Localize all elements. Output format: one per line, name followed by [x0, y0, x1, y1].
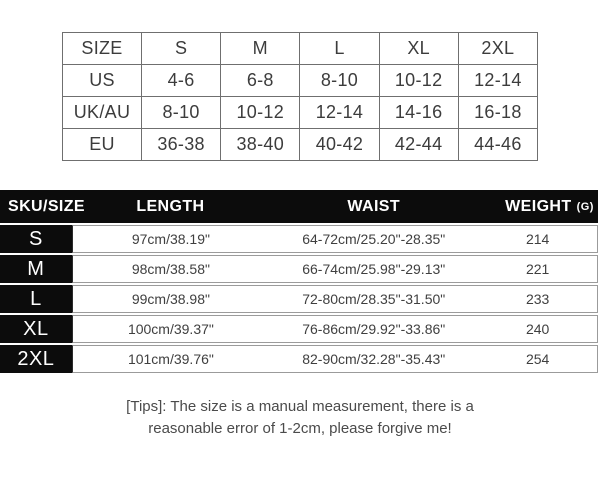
size-badge-l: L — [0, 285, 72, 313]
size-badge-2xl: 2XL — [0, 345, 72, 373]
cell-value: 16-18 — [458, 97, 537, 129]
size-table-col-2xl: 2XL — [458, 33, 537, 65]
size-table-col-l: L — [300, 33, 379, 65]
cell-value: 10-12 — [379, 65, 458, 97]
table-row — [63, 129, 538, 161]
cell-value: 4-6 — [142, 65, 221, 97]
cell-value: 36-38 — [142, 129, 221, 161]
table-row — [63, 65, 538, 97]
size-table-col-m: M — [221, 33, 300, 65]
length-cell: 98cm/38.58" — [72, 255, 269, 283]
tips-line-1: [Tips]: The size is a manual measurement, there is a — [126, 398, 474, 415]
size-table-corner-header: SIZE — [63, 33, 142, 65]
length-cell: 97cm/38.19" — [72, 225, 269, 253]
table-row — [0, 345, 598, 373]
table-row — [0, 315, 598, 343]
tips-note — [0, 396, 600, 440]
row-label-eu: EU — [63, 129, 142, 161]
cell-value: 8-10 — [142, 97, 221, 129]
cell-value: 44-46 — [458, 129, 537, 161]
cell-value: 40-42 — [300, 129, 379, 161]
cell-value: 38-40 — [221, 129, 300, 161]
waist-cell: 72-80cm/28.35"-31.50" — [269, 285, 478, 313]
waist-cell: 66-74cm/25.98"-29.13" — [269, 255, 478, 283]
cell-value: 12-14 — [458, 65, 537, 97]
measurement-table — [0, 190, 598, 373]
cell-value: 8-10 — [300, 65, 379, 97]
measurement-table-header-row — [0, 190, 598, 223]
length-cell: 101cm/39.76" — [72, 345, 269, 373]
length-cell: 99cm/38.98" — [72, 285, 269, 313]
size-table-col-s: S — [142, 33, 221, 65]
row-label-ukau: UK/AU — [63, 97, 142, 129]
size-badge-m: M — [0, 255, 72, 283]
table-row — [0, 255, 598, 283]
weight-cell: 214 — [478, 225, 598, 253]
column-header-sku-size: SKU/SIZE — [8, 197, 85, 215]
cell-value: 42-44 — [379, 129, 458, 161]
weight-label: WEIGHT — [505, 197, 572, 215]
table-row — [63, 97, 538, 129]
cell-value: 14-16 — [379, 97, 458, 129]
weight-cell: 221 — [478, 255, 598, 283]
waist-cell: 64-72cm/25.20"-28.35" — [269, 225, 478, 253]
cell-value: 12-14 — [300, 97, 379, 129]
international-size-table — [62, 32, 538, 161]
cell-value: 10-12 — [221, 97, 300, 129]
tips-line-2: reasonable error of 1-2cm, please forgive me! — [148, 420, 452, 437]
size-table-col-xl: XL — [379, 33, 458, 65]
size-badge-xl: XL — [0, 315, 72, 343]
waist-cell: 82-90cm/32.28"-35.43" — [269, 345, 478, 373]
weight-unit-label: (G) — [576, 200, 594, 213]
size-badge-s: S — [0, 225, 72, 253]
cell-value: 6-8 — [221, 65, 300, 97]
table-row — [0, 225, 598, 253]
weight-cell: 254 — [478, 345, 598, 373]
weight-cell: 240 — [478, 315, 598, 343]
weight-cell: 233 — [478, 285, 598, 313]
row-label-us: US — [63, 65, 142, 97]
column-header-length: LENGTH — [136, 197, 205, 215]
size-table-header-row — [63, 33, 538, 65]
waist-cell: 76-86cm/29.92"-33.86" — [269, 315, 478, 343]
length-cell: 100cm/39.37" — [72, 315, 269, 343]
column-header-waist: WAIST — [347, 197, 401, 215]
column-header-weight — [478, 198, 598, 216]
table-row — [0, 285, 598, 313]
